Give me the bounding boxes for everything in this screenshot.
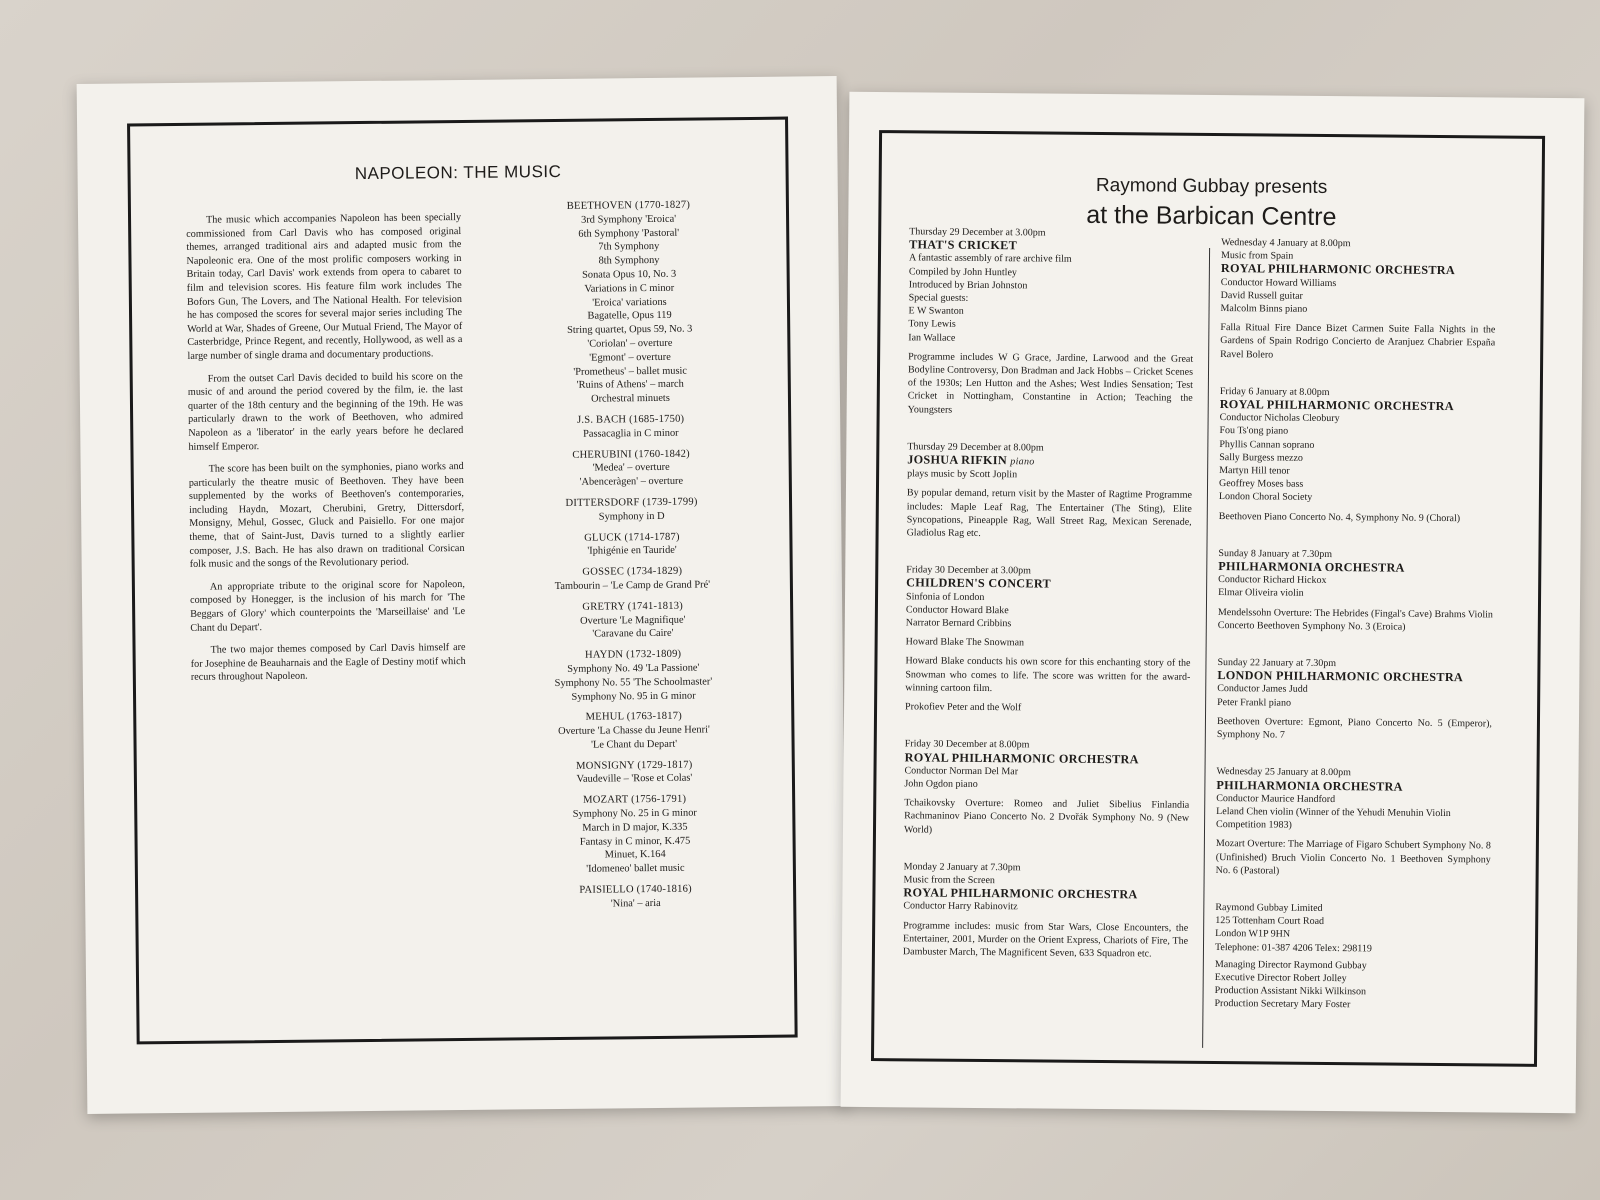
event-detail-line: Conductor Maurice Handford xyxy=(1216,792,1336,805)
left-border-frame xyxy=(127,117,798,1045)
event-programme: Falla Ritual Fire Dance Bizet Carmen Suite Falla Nights in the Gardens of Spain Rodrigo Concierto de Aranjuez Chabrier España Ravel Bolero xyxy=(1220,322,1496,361)
left-page xyxy=(77,76,848,1114)
composer-list xyxy=(516,198,749,919)
composer-name: BEETHOVEN (1770-1827) xyxy=(566,199,691,212)
composer-name: GLUCK (1714-1787) xyxy=(584,531,680,544)
paragraph: The two major themes composed by Carl Davis himself are for Josephine de Beauharnais and the Eagle of Destiny motif which recurs throughout Napoleon. xyxy=(190,642,466,684)
composer-work: Symphony No. 95 in G minor xyxy=(571,690,696,703)
event-detail-line: Conductor Howard Williams xyxy=(1220,276,1337,289)
event-subtitle: Music from Spain xyxy=(1220,250,1294,262)
event-listing xyxy=(907,440,1193,542)
event-detail-line: Elmar Oliveira violin xyxy=(1218,587,1304,600)
composer-name: GOSSEC (1734-1829) xyxy=(582,565,683,578)
event-title-text: ROYAL PHILHARMONIC ORCHESTRA xyxy=(1219,397,1454,414)
right-page xyxy=(841,92,1585,1113)
event-programme: By popular demand, return visit by the Master of Ragtime Programme includes: Maple Leaf Rag, The Entertainer (The Sting), Elite Syncopations, Pineapple Rag, Wall Street Rag, Mexican Serenade, Gladiolus Rag etc. xyxy=(906,487,1192,540)
composer-work: Fantasy in C minor, K.475 xyxy=(579,835,691,848)
composer-work: 'Caravane du Caire' xyxy=(592,628,674,640)
composer-work: 7th Symphony xyxy=(598,241,660,253)
event-programme: Howard Blake The Snowman xyxy=(905,636,1025,649)
composer-entry xyxy=(519,495,744,525)
composer-work: 3rd Symphony 'Eroica' xyxy=(581,213,677,226)
composer-name: DITTERSDORF (1739-1799) xyxy=(565,496,698,509)
event-programme: Howard Blake conducts his own score for this enchanting story of the Snowman who comes to life. The score was written for the award-winning cartoon film. xyxy=(905,655,1191,694)
composer-work: 'Ruins of Athens' – march xyxy=(576,379,684,392)
event-programme: Programme includes: music from Star Wars, Close Encounters, the Entertainer, 2001, Murder on the Orient Express, Chariots of Fire, The Dambuster March, The Magnificent Seven, 633 Squadron etc. xyxy=(902,919,1189,960)
composer-entry xyxy=(520,599,745,643)
event-programme: Beethoven Piano Concerto No. 4, Symphony No. 9 (Choral) xyxy=(1218,510,1461,524)
event-detail-line: David Russell guitar xyxy=(1220,289,1303,302)
event-detail-line: Conductor Nicholas Cleobury xyxy=(1219,412,1340,425)
paragraph: An appropriate tribute to the original score for Napoleon, composed by Honegger, is the inclusion of his march for 'The Beggars of Glory' which counterpoints the 'Marseillaise' and 'Le Chant du Depart'. xyxy=(189,578,466,634)
event-listing xyxy=(1220,236,1496,363)
event-detail-line: Martyn Hill tenor xyxy=(1219,465,1290,477)
event-detail-line: Tony Lewis xyxy=(908,318,956,331)
event-detail-line: Geoffrey Moses bass xyxy=(1218,478,1304,491)
event-detail-line: Leland Chen violin (Winner of the Yehudi Menuhin Violin Competition 1983) xyxy=(1216,805,1451,831)
composer-name: MEHUL (1763-1817) xyxy=(585,711,682,724)
event-date: Wednesday 4 January at 8.00pm xyxy=(1221,237,1351,250)
composer-entry xyxy=(523,882,748,912)
event-programme: Prokofiev Peter and the Wolf xyxy=(905,701,1022,714)
event-detail-line: Conductor Harry Rabinovitz xyxy=(903,900,1018,913)
event-title-text: ROYAL PHILHARMONIC ORCHESTRA xyxy=(1220,261,1456,278)
event-date: Thursday 29 December at 8.00pm xyxy=(907,441,1044,454)
footer-line: Raymond Gubbay Limited xyxy=(1215,901,1323,914)
event-date: Friday 6 January at 8.00pm xyxy=(1219,385,1330,398)
composer-name: GRETRY (1741-1813) xyxy=(582,600,683,613)
footer-line: London W1P 9HN xyxy=(1215,928,1291,941)
composer-work: 'Egmont' – overture xyxy=(589,351,671,364)
event-date: Sunday 22 January at 7.30pm xyxy=(1217,657,1337,670)
composer-work: 'Coriolan' – overture xyxy=(587,337,673,350)
composer-work: 'Abenceràgen' – overture xyxy=(579,475,684,488)
composer-name: J.S. BACH (1685-1750) xyxy=(577,413,685,426)
event-detail-line: John Ogdon piano xyxy=(904,778,978,790)
composer-work: Vaudeville – 'Rose et Colas' xyxy=(576,773,693,786)
events-column-1 xyxy=(903,225,1195,985)
presenter-heading: Raymond Gubbay presents xyxy=(1095,174,1328,198)
event-title-text: ROYAL PHILHARMONIC ORCHESTRA xyxy=(903,885,1138,902)
page-title: NAPOLEON: THE MUSIC xyxy=(354,161,562,184)
event-title-suffix: piano xyxy=(1010,456,1035,468)
paragraph: The score has been built on the symphonies, piano works and particularly the theatre music of Beethoven. They have been supplemented by the works of Beethoven's contemporaries, including Haydn, Mozart, Cherubini, Gretry, Dittersdorf, Monsigny, Mehul, Gossec, Gluck and Paisiello. For one major theme, that of Saint-Just, Davis turned to a slightly earlier composer, J.S. Bach. He has also drawn on traditional Corsican folk music and the songs of the Revolutionary period. xyxy=(188,461,465,571)
event-title-text: ROYAL PHILHARMONIC ORCHESTRA xyxy=(904,749,1139,766)
event-detail-line: A fantastic assembly of rare archive film xyxy=(908,252,1072,266)
event-title-text: PHILHARMONIA ORCHESTRA xyxy=(1218,559,1405,575)
composer-work: Tambourin – 'Le Camp de Grand Pré' xyxy=(554,579,711,592)
event-listing xyxy=(1217,656,1493,744)
event-detail-line: Ian Wallace xyxy=(908,331,956,344)
event-detail-line: Conductor Norman Del Mar xyxy=(904,765,1019,778)
composer-work: 6th Symphony 'Pastoral' xyxy=(578,227,680,240)
event-listing xyxy=(1219,385,1495,525)
event-date: Sunday 8 January at 7.30pm xyxy=(1218,547,1333,560)
event-listing xyxy=(903,860,1189,961)
composer-work: Bagatelle, Opus 119 xyxy=(587,310,672,323)
event-date: Friday 30 December at 8.00pm xyxy=(904,738,1030,751)
composer-work: Overture 'Le Magnifique' xyxy=(580,614,686,627)
event-detail-line: Sally Burgess mezzo xyxy=(1219,451,1304,464)
composer-work: Symphony No. 49 'La Passione' xyxy=(567,662,700,675)
composer-entry xyxy=(518,447,743,491)
event-detail-line: Phyllis Cannan soprano xyxy=(1219,438,1315,451)
event-title-text: PHILHARMONIA ORCHESTRA xyxy=(1216,777,1403,794)
event-detail-line: Compiled by John Huntley xyxy=(908,265,1017,278)
composer-work: 'Prometheus' – ballet music xyxy=(573,365,688,378)
footer-line: Production Assistant Nikki Wilkinson xyxy=(1214,985,1367,998)
composer-work: Symphony No. 55 'The Schoolmaster' xyxy=(554,676,713,689)
composer-work: Orchestral minuets xyxy=(591,392,670,405)
composer-work: Variations in C minor xyxy=(584,282,675,295)
event-detail-line: Introduced by Brian Johnston xyxy=(908,279,1028,292)
company-footer xyxy=(1214,901,1490,1013)
event-programme: Programme includes W G Grace, Jardine, Larwood and the Great Bodyline Controversy, Don Bradman and Jack Hobbs – Cricket Scenes of the 1930s; Len Hutton and the Ashes; West Indies Sensation; Test Cricket in Nottingham, Constantine in Action; Teaching the Youngsters xyxy=(907,351,1194,416)
right-border-frame xyxy=(871,130,1545,1067)
event-date: Friday 30 December at 3.00pm xyxy=(906,564,1032,577)
event-detail-line: plays music by Scott Joplin xyxy=(907,468,1018,481)
footer-line: Production Secretary Mary Foster xyxy=(1214,998,1351,1011)
composer-name: HAYDN (1732-1809) xyxy=(584,648,682,661)
composer-work: 'Iphigénie en Tauride' xyxy=(587,545,677,558)
event-listing xyxy=(1216,765,1492,879)
composer-name: PAISIELLO (1740-1816) xyxy=(579,883,692,896)
event-listing xyxy=(1218,547,1494,635)
event-detail-line: Special guests: xyxy=(908,292,969,304)
composer-entry xyxy=(522,792,748,877)
composer-name: MOZART (1756-1791) xyxy=(583,793,687,807)
composer-work: 8th Symphony xyxy=(598,255,660,267)
event-programme: Tchaikovsky Overture: Romeo and Juliet Sibelius Finlandia Rachmaninov Piano Concerto No. 2 Dvořák Symphony No. 9 (New World) xyxy=(903,797,1190,836)
composer-work: March in D major, K.335 xyxy=(582,821,688,834)
composer-entry xyxy=(518,412,743,442)
events-column-2 xyxy=(1214,236,1496,1013)
composer-entry xyxy=(522,758,747,788)
composer-entry xyxy=(516,198,743,407)
composer-work: Sonata Opus 10, No. 3 xyxy=(582,268,677,281)
event-programme: Mozart Overture: The Marriage of Figaro Schubert Symphony No. 8 (Unfinished) Bruch Violin Concerto No. 1 Beethoven Symphony No. 6 (Pastoral) xyxy=(1215,838,1491,877)
column-divider xyxy=(1202,248,1210,1048)
composer-work: 'Eroica' variations xyxy=(592,296,667,309)
event-programme: Mendelssohn Overture: The Hebrides (Fingal's Cave) Brahms Violin Concerto Beethoven Symphony No. 3 (Eroica) xyxy=(1217,606,1493,633)
composer-work: Passacaglia in C minor xyxy=(582,427,679,440)
event-title-text: THAT'S CRICKET xyxy=(909,237,1018,253)
event-detail-line: Malcolm Binns piano xyxy=(1220,303,1308,315)
event-listing xyxy=(908,225,1195,418)
composer-entry xyxy=(521,647,747,705)
footer-line: 125 Tottenham Court Road xyxy=(1215,915,1325,928)
composer-entry xyxy=(520,564,745,594)
event-detail-line: London Choral Society xyxy=(1218,491,1313,504)
event-listing xyxy=(904,738,1190,839)
event-date: Wednesday 25 January at 8.00pm xyxy=(1216,766,1352,779)
venue-heading: at the Barbican Centre xyxy=(1086,200,1337,232)
composer-work: Symphony No. 25 in G minor xyxy=(572,807,697,820)
event-detail-line: E W Swanton xyxy=(908,305,964,318)
event-date: Monday 2 January at 7.30pm xyxy=(903,861,1021,874)
composer-work: 'Nina' – aria xyxy=(610,897,661,910)
composer-work: Minuet, K.164 xyxy=(604,849,666,861)
paragraph: From the outset Carl Davis decided to build his score on the music of and around the period covered by the film, ie. the last quarter of the 18th century and the beginning of the 19th. He was particularly drawn to the work of Beethoven, who admired Napoleon as a 'liberator' in the early years before he declared himself Emperor. xyxy=(187,370,464,453)
event-listing xyxy=(905,564,1191,717)
composer-work: 'Medea' – overture xyxy=(592,462,670,474)
event-detail-line: Conductor James Judd xyxy=(1217,683,1308,696)
composer-work: Overture 'La Chasse du Jeune Henri' xyxy=(557,724,710,738)
composer-name: MONSIGNY (1729-1817) xyxy=(576,759,693,772)
event-title-text: LONDON PHILHARMONIC ORCHESTRA xyxy=(1217,668,1464,685)
event-date: Thursday 29 December at 3.00pm xyxy=(909,226,1046,239)
event-detail-line: Conductor Howard Blake xyxy=(905,604,1009,617)
composer-name: CHERUBINI (1760-1842) xyxy=(572,448,690,461)
composer-work: 'Le Chant du Depart' xyxy=(591,738,678,751)
paragraph: The music which accompanies Napoleon has been specially commissioned from Carl Davis who has composed original themes, arranged traditional airs and adapted music from the Napoleonic era. One of the most prolific composers working in Britain today, Carl Davis' work extends from opera to cabaret to film and television scores. His feature film work includes The Bofors Gun, The Lovers, and The National Health. For television he has composed the scores for several major series including The World at War, Shades of Greene, Our Mutual Friend, The Mayor of Casterbridge, Prince Regent, and recently, Hollywood, as well as a large number of single drama and documentary productions. xyxy=(186,211,463,362)
event-detail-line: Narrator Bernard Cribbins xyxy=(905,617,1012,630)
event-programme: Beethoven Overture: Egmont, Piano Concerto No. 5 (Emperor), Symphony No. 7 xyxy=(1216,715,1492,741)
footer-line: Executive Director Robert Jolley xyxy=(1214,971,1347,985)
event-detail-line: Fou Ts'ong piano xyxy=(1219,425,1289,438)
composer-entry xyxy=(521,709,746,753)
intro-text xyxy=(186,211,466,694)
footer-line: Telephone: 01-387 4206 Telex: 298119 xyxy=(1214,941,1372,954)
event-title-text: JOSHUA RIFKIN xyxy=(907,452,1008,468)
event-detail-line: Conductor Richard Hickox xyxy=(1218,574,1327,587)
event-detail-line: Peter Frankl piano xyxy=(1217,696,1292,709)
event-subtitle: Music from the Screen xyxy=(903,874,995,887)
composer-work: String quartet, Opus 59, No. 3 xyxy=(567,323,693,337)
event-detail-line: Sinfonia of London xyxy=(905,590,985,603)
footer-line: Managing Director Raymond Gubbay xyxy=(1214,958,1367,972)
composer-work: Symphony in D xyxy=(598,510,665,523)
event-title-text: CHILDREN'S CONCERT xyxy=(906,575,1052,592)
composer-entry xyxy=(519,530,744,560)
composer-work: 'Idomeneo' ballet music xyxy=(586,862,685,875)
